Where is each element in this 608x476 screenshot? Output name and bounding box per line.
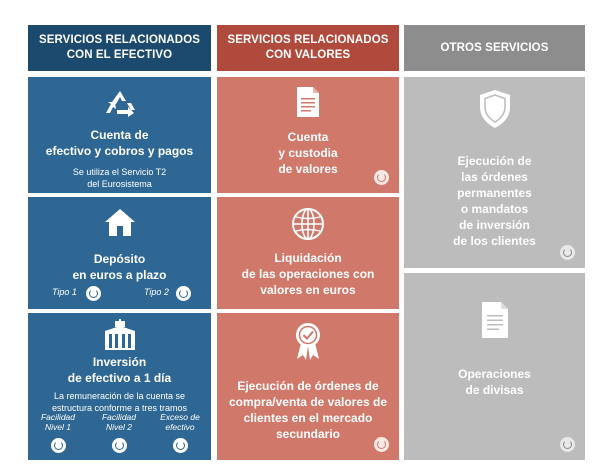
column-header-cash [28,25,211,71]
card-title: de las operaciones con [241,267,375,281]
tranche-line: Nivel 1 [45,422,71,432]
card-securities-orders[interactable] [217,313,399,460]
card-text [404,153,585,249]
award-icon [293,321,323,361]
card-title: Ejecución de órdenes de [237,379,379,393]
hand-pointer-icon[interactable] [176,286,191,301]
card-fx-operations[interactable] [404,273,585,460]
card-title: clientes en el mercado [243,411,373,425]
card-text [28,354,211,414]
card-title: de inversión [459,218,530,232]
card-title: permanentes [457,186,532,200]
tranche-label [152,412,208,432]
card-title: las órdenes [461,170,528,184]
hand-pointer-icon[interactable] [374,437,389,452]
tranche-line: Nivel 2 [106,422,132,432]
document-icon [481,301,509,339]
column-header-securities [217,25,399,71]
globe-icon [291,207,325,241]
card-title: Cuenta de [90,128,149,142]
document-icon [296,86,320,118]
card-text [217,378,399,442]
card-title: Ejecución de [457,154,532,168]
tranche-label [91,412,147,432]
card-cash-account[interactable] [28,77,211,193]
deposit-type-2-label: Tipo 2 [144,287,169,297]
card-text [404,366,585,398]
card-securities-custody[interactable] [217,77,399,193]
card-title: Depósito [93,252,146,266]
shield-icon [478,89,512,129]
card-securities-settlement[interactable] [217,197,399,309]
header-line: CON EL EFECTIVO [66,49,173,61]
card-title: compra/venta de valores de [228,395,388,409]
card-title: Operaciones [458,367,531,381]
card-term-deposit[interactable] [28,197,211,309]
card-title: de efectivo a 1 día [67,371,172,385]
card-title: Cuenta [287,130,329,144]
card-title: valores en euros [260,283,356,297]
card-title: de valores [278,162,338,176]
hand-pointer-icon[interactable] [112,438,127,453]
card-text [28,127,211,190]
card-title: secundario [275,427,341,441]
card-text [217,250,399,298]
tranche-line: Facilidad [40,412,76,422]
column-other-services [404,25,585,460]
hand-pointer-icon[interactable] [374,170,389,185]
header-line: SERVICIOS RELACIONADOS [227,34,389,46]
house-icon [104,207,136,237]
card-title: de los clientes [453,234,536,248]
hand-pointer-icon[interactable] [86,286,101,301]
hand-pointer-icon[interactable] [173,438,188,453]
column-securities-services [217,25,399,460]
hand-pointer-icon[interactable] [560,245,575,260]
card-text [28,251,211,283]
card-subtitle: del Eurosistema [87,179,152,189]
card-title: Inversión [92,355,147,369]
card-title: o mandatos [460,202,529,216]
card-title: y custodia [278,146,338,160]
card-subtitle: Se utiliza el Servicio T2 [72,167,167,177]
hand-pointer-icon[interactable] [560,437,575,452]
tranche-line: efectivo [165,422,195,432]
header-line: SERVICIOS RELACIONADOS [38,34,201,46]
card-title: de divisas [465,383,524,397]
recycle-icon [103,89,137,119]
hand-pointer-icon[interactable] [51,438,66,453]
header-line: CON VALORES [265,49,351,61]
column-cash-services [28,25,211,460]
card-standing-orders[interactable] [404,77,585,268]
card-subtitle: estructura conforme a tres tramos [51,403,188,413]
card-text [217,129,399,177]
card-title: efectivo y cobros y pagos [45,144,194,158]
tranche-label [30,412,86,432]
card-subtitle: La remuneración de la cuenta se [53,391,186,401]
tranche-line: Exceso de [160,412,200,422]
card-title: en euros a plazo [72,268,167,282]
column-header-other: OTROS SERVICIOS [404,25,585,71]
card-title: Liquidación [274,251,342,265]
card-overnight-investment[interactable] [28,313,211,460]
building-icon [101,319,139,351]
deposit-type-1-label: Tipo 1 [52,287,77,297]
tranche-line: Facilidad [101,412,137,422]
